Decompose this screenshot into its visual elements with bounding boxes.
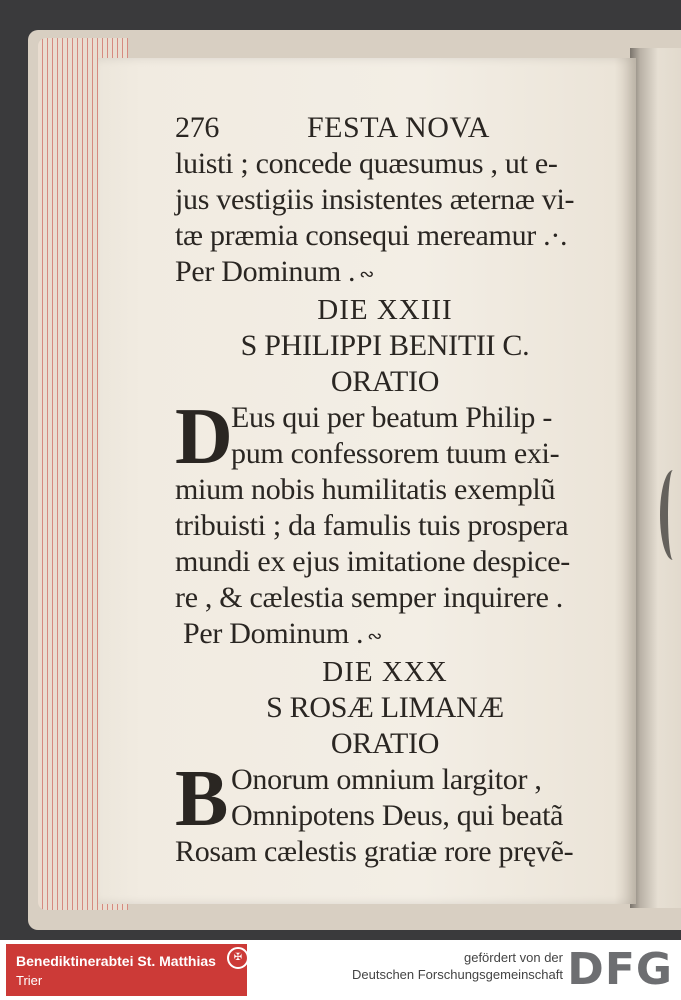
- library-city: Trier: [16, 973, 43, 988]
- feast-day-heading: DIE XXX: [322, 656, 448, 689]
- text-line: Rosam cælestis gratiæ rore pręvẽ-: [175, 835, 574, 869]
- text-line: tribuisti ; da famulis tuis prospera: [175, 509, 569, 543]
- funding-credit: [352, 950, 563, 983]
- page-number: 276: [175, 111, 220, 144]
- text-line: Eus qui per beatum Philip -: [231, 401, 553, 435]
- abbey-logo-icon: ✠: [227, 947, 249, 969]
- per-dominum-text: Per Dominum .: [175, 255, 356, 288]
- text-line: tæ præmia consequi mereamur .·.: [175, 219, 568, 252]
- text-line: jus vestigiis insistentes æternæ vi-: [175, 183, 575, 216]
- prayer-paragraph: [175, 755, 615, 844]
- flourish-icon: ∾: [359, 264, 375, 285]
- page-header: [175, 110, 615, 146]
- drop-cap: D: [175, 393, 233, 482]
- footer-banner: [0, 940, 681, 1000]
- funding-line-1: gefördert von der: [463, 950, 563, 965]
- text-line: mundi ex ejus imitatione despice-: [175, 545, 570, 579]
- funding-line-2: Deutschen Forschungsgemeinschaft: [351, 967, 563, 982]
- library-badge[interactable]: [6, 944, 247, 996]
- flourish-icon: ∾: [367, 626, 383, 647]
- text-line: luisti ; concede quæsumus , ut e-: [175, 147, 558, 180]
- oratio-heading: ORATIO: [330, 727, 440, 761]
- dfg-logo[interactable]: DFG: [567, 944, 673, 995]
- per-dominum-text: Per Dominum .: [183, 617, 364, 651]
- facing-page-ink: [660, 470, 681, 560]
- text-line: pum confessorem tuum exi-: [231, 437, 560, 471]
- library-name: Benediktinerabtei St. Matthias: [16, 953, 216, 969]
- per-dominum-line: [175, 616, 615, 654]
- feast-day-heading: DIE XXIII: [317, 294, 453, 327]
- prayer-paragraph: [175, 393, 615, 482]
- running-head: FESTA NOVA: [307, 111, 490, 144]
- oratio-heading: ORATIO: [330, 365, 440, 399]
- drop-cap: B: [175, 755, 229, 844]
- per-dominum-line: [175, 254, 615, 292]
- saint-heading: S PHILIPPI BENITII C.: [240, 329, 530, 363]
- text-line: mium nobis humilitatis exemplũ: [175, 473, 556, 507]
- page-text: [175, 110, 615, 870]
- text-line: Onorum omnium largitor ,: [231, 763, 542, 797]
- text-line: re , & cælestia semper inquirere .: [175, 581, 563, 615]
- saint-heading: S ROSÆ LIMANÆ: [266, 691, 504, 725]
- text-line: Omnipotens Deus, qui beatã: [231, 799, 564, 833]
